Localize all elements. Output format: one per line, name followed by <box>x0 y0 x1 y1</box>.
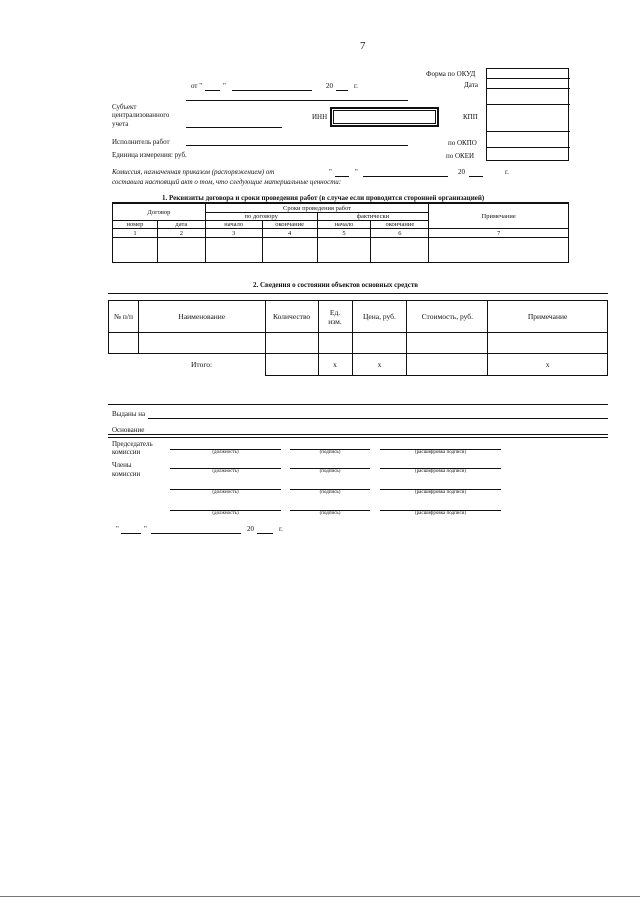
num-header: № п/п <box>109 301 139 333</box>
end-contract-header: окончание <box>262 221 317 229</box>
unit-label: Единица измерения: руб. <box>112 151 187 159</box>
executor-line <box>186 145 408 146</box>
unit-header-2: изм. <box>328 316 342 326</box>
total-price-x: х <box>352 354 407 376</box>
asset-unit-cell[interactable] <box>318 333 352 354</box>
terms-header: Сроки проведения работ <box>205 204 429 213</box>
col-number: 3 <box>205 229 262 238</box>
total-blank <box>109 354 139 376</box>
sig3-signature-caption: (подпись) <box>319 490 341 495</box>
header-top-line <box>186 100 408 101</box>
sig3-position-caption: (должность) <box>212 490 239 495</box>
total-unit-x: х <box>318 354 352 376</box>
subject-label-1: Субъект <box>112 103 137 111</box>
section1-title: 1. Реквизиты договора и сроки проведения работ (в случае если проводится сторонней организацией) <box>162 194 485 202</box>
code-cell-date <box>487 88 570 89</box>
basis-line-2 <box>108 437 608 438</box>
total-note-x: х <box>488 354 608 376</box>
inn-label: ИНН <box>312 113 328 121</box>
asset-price-cell[interactable] <box>352 333 407 354</box>
contract-header: Договор <box>113 204 206 221</box>
members-label-2: комиссии <box>112 470 141 478</box>
kpp-label: КПП <box>463 113 478 121</box>
subject-label-2: централизованного <box>112 111 170 119</box>
commission-quote-close: " <box>355 168 358 176</box>
total-qty-cell[interactable] <box>265 354 318 376</box>
date-from-prefix: от " <box>191 82 203 90</box>
okud-label: Форма по ОКУД <box>426 70 476 78</box>
start-contract-header: начало <box>205 221 262 229</box>
col-number: 4 <box>262 229 317 238</box>
contract-start-cell[interactable] <box>205 238 262 263</box>
commission-year-suffix: г. <box>505 168 509 176</box>
section2-top-line <box>108 293 608 294</box>
col-number: 1 <box>113 229 158 238</box>
okei-label: по ОКЕИ <box>446 152 475 160</box>
name-header: Наименование <box>138 301 265 333</box>
commission-line-1: Комиссия, назначенная приказом (распоряжением) от <box>112 168 275 176</box>
sig2-position-caption: (должность) <box>212 469 239 474</box>
date-year-suffix: г. <box>354 82 358 90</box>
contract-number-cell[interactable] <box>113 238 158 263</box>
bottom-date-day-line[interactable] <box>121 533 141 534</box>
page-bottom-line <box>0 896 640 897</box>
asset-cost-cell[interactable] <box>407 333 488 354</box>
asset-note-header: Примечание <box>488 301 608 333</box>
sig2-signature-caption: (подпись) <box>319 469 341 474</box>
contract-table <box>112 203 569 263</box>
bottom-date-year-line[interactable] <box>257 533 273 534</box>
chairman-label-2: комиссии <box>112 448 141 456</box>
contract-note-cell[interactable] <box>429 238 569 263</box>
footer-top-line <box>108 404 608 405</box>
col-number: 5 <box>317 229 371 238</box>
page-number: 7 <box>360 40 366 52</box>
date-header: дата <box>157 221 205 229</box>
unit-header-1: Ед. <box>329 307 341 317</box>
code-cell-okpo <box>487 147 570 148</box>
basis-line-1 <box>108 434 608 435</box>
date-year-prefix: 20 <box>326 82 333 90</box>
commission-year-prefix: 20 <box>458 168 465 176</box>
sig4-decode-caption: (расшифровка подписи) <box>414 511 467 516</box>
code-cell-okud <box>487 78 570 79</box>
sig4-position-caption: (должность) <box>212 511 239 516</box>
sig2-decode-caption: (расшифровка подписи) <box>414 469 467 474</box>
bottom-date-year-suffix: г. <box>279 525 283 533</box>
actual-header: фактически <box>317 213 429 221</box>
code-cell-inn <box>487 104 570 105</box>
codes-box <box>486 68 569 161</box>
total-cost-cell[interactable] <box>407 354 488 376</box>
commission-quote-open: " <box>329 168 332 176</box>
bottom-date-month-line[interactable] <box>151 533 241 534</box>
end-actual-header: окончание <box>371 221 429 229</box>
asset-qty-cell[interactable] <box>265 333 318 354</box>
executor-label: Исполнитель работ <box>112 138 170 146</box>
code-cell-kpp <box>487 131 570 132</box>
sig1-signature-caption: (подпись) <box>319 450 341 455</box>
actual-end-cell[interactable] <box>371 238 429 263</box>
contract-date-cell[interactable] <box>157 238 205 263</box>
date-month-line <box>232 90 312 91</box>
date-label: Дата <box>464 81 478 89</box>
col-number: 7 <box>429 229 569 238</box>
sig3-decode-caption: (расшифровка подписи) <box>414 490 467 495</box>
basis-label: Основание <box>112 426 145 434</box>
asset-note-cell[interactable] <box>488 333 608 354</box>
asset-name-cell[interactable] <box>138 333 265 354</box>
sig1-position-caption: (должность) <box>212 450 239 455</box>
inn-field-inner <box>333 110 436 124</box>
by-contract-header: по договору <box>205 213 317 221</box>
okpo-label: по ОКПО <box>448 139 477 147</box>
issued-line <box>148 418 608 419</box>
price-header: Цена, руб. <box>352 301 407 333</box>
number-header: номер <box>113 221 158 229</box>
contract-end-cell[interactable] <box>262 238 317 263</box>
date-quote: " <box>223 82 226 90</box>
chairman-label-1: Председатель <box>112 440 153 448</box>
commission-month-line <box>363 176 448 177</box>
commission-year-line <box>469 176 483 177</box>
members-label-1: Члены <box>112 461 132 469</box>
bottom-date-quote-close: " <box>144 525 147 533</box>
section2-title: 2. Сведения о состоянии объектов основных средств <box>253 281 419 289</box>
col-number: 2 <box>157 229 205 238</box>
subject-line <box>186 127 282 128</box>
date-year-line <box>336 90 348 91</box>
note-header: Примечание <box>429 204 569 229</box>
qty-header: Количество <box>265 301 318 333</box>
cost-header: Стоимость, руб. <box>407 301 488 333</box>
bottom-date-quote-open: " <box>116 525 119 533</box>
asset-num-cell[interactable] <box>109 333 139 354</box>
commission-line-2: составила настоящий акт о том, что следующие материальные ценности: <box>112 178 342 186</box>
bottom-date-year-prefix: 20 <box>247 525 254 533</box>
unit-header <box>318 301 352 333</box>
col-number: 6 <box>371 229 429 238</box>
sig4-signature-caption: (подпись) <box>319 511 341 516</box>
sig1-decode-caption: (расшифровка подписи) <box>414 450 467 455</box>
date-day-line <box>205 90 220 91</box>
subject-label-3: учета <box>112 120 129 128</box>
start-actual-header: начало <box>317 221 371 229</box>
issued-label: Выданы на <box>112 410 146 418</box>
assets-table <box>108 300 608 376</box>
actual-start-cell[interactable] <box>317 238 371 263</box>
commission-day-line <box>335 176 349 177</box>
total-label: Итого: <box>190 360 213 370</box>
